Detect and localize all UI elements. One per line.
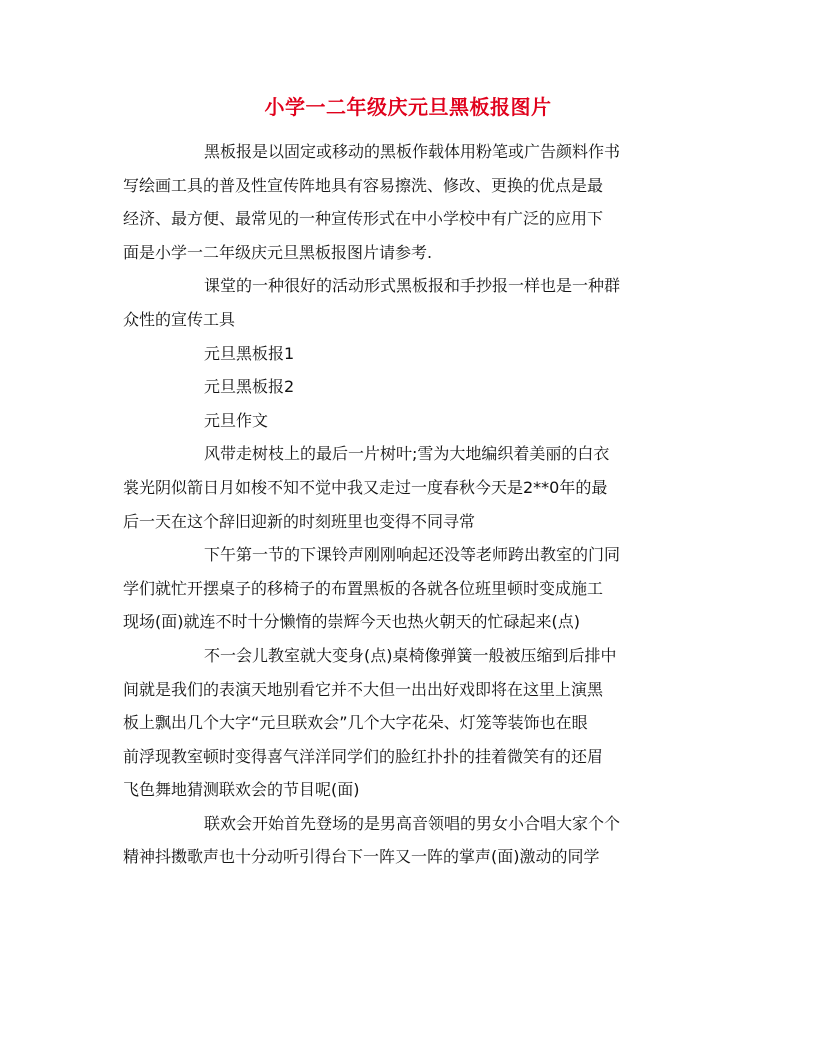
paragraph-line: 写绘画工具的普及性宣传阵地具有容易擦洗、修改、更换的优点是最	[123, 175, 604, 195]
paragraph-line: 下午第一节的下课铃声刚刚响起还没等老师跨出教室的门同	[204, 545, 621, 565]
paragraph	[123, 404, 693, 438]
document-title: 小学一二年级庆元旦黑板报图片	[264, 95, 552, 119]
paragraph-line: 经济、最方便、最常见的一种宣传形式在中小学校中有广泛的应用下	[123, 209, 604, 229]
paragraph-line: 精神抖擞歌声也十分动听引得台下一阵又一阵的掌声(面)激动的同学	[123, 847, 600, 867]
paragraph-line: 众性的宣传工具	[123, 309, 236, 329]
paragraph-line: 间就是我们的表演天地别看它并不大但一出出好戏即将在这里上演黑	[123, 679, 604, 699]
paragraph	[123, 639, 693, 807]
paragraph	[123, 269, 693, 336]
paragraph	[123, 135, 693, 269]
paragraph-line: 黑板报是以固定或移动的黑板作载体用粉笔或广告颜料作书	[204, 142, 621, 161]
paragraph-line: 前浮现教室顿时变得喜气洋洋同学们的脸红扑扑的挂着微笑有的还眉	[123, 746, 604, 766]
paragraph-line: 裳光阴似箭日月如梭不知不觉中我又走过一度春秋今天是2**0年的最	[123, 477, 608, 497]
paragraph-line: 后一天在这个辞旧迎新的时刻班里也变得不同寻常	[123, 511, 476, 531]
paragraph	[123, 538, 693, 639]
paragraph-line: 学们就忙开摆桌子的移椅子的布置黑板的各就各位班里顿时变成施工	[123, 578, 604, 598]
paragraph-line: 课堂的一种很好的活动形式黑板报和手抄报一样也是一种群	[204, 276, 621, 296]
paragraph-line: 风带走树枝上的最后一片树叶;雪为大地编织着美丽的白衣	[204, 444, 610, 464]
paragraph-line: 飞色舞地猜测联欢会的节目呢(面)	[123, 780, 360, 800]
paragraph	[123, 437, 693, 538]
paragraph-line: 板上飘出几个大字“元旦联欢会”几个大字花朵、灯笼等装饰也在眼	[123, 713, 588, 733]
document-body	[123, 135, 693, 874]
paragraph	[123, 337, 693, 371]
paragraph	[123, 370, 693, 404]
paragraph-line: 面是小学一二年级庆元旦黑板报图片请参考.	[123, 242, 433, 262]
paragraph-line: 现场(面)就连不时十分懒惰的崇辉今天也热火朝天的忙碌起来(点)	[123, 612, 580, 632]
paragraph	[123, 807, 693, 874]
paragraph-line: 元旦作文	[204, 410, 269, 430]
paragraph-line: 元旦黑板报1	[204, 343, 295, 363]
paragraph-line: 联欢会开始首先登场的是男高音领唱的男女小合唱大家个个	[204, 813, 621, 833]
paragraph-line: 元旦黑板报2	[204, 377, 295, 397]
paragraph-line: 不一会儿教室就大变身(点)桌椅像弹簧一般被压缩到后排中	[204, 645, 617, 665]
